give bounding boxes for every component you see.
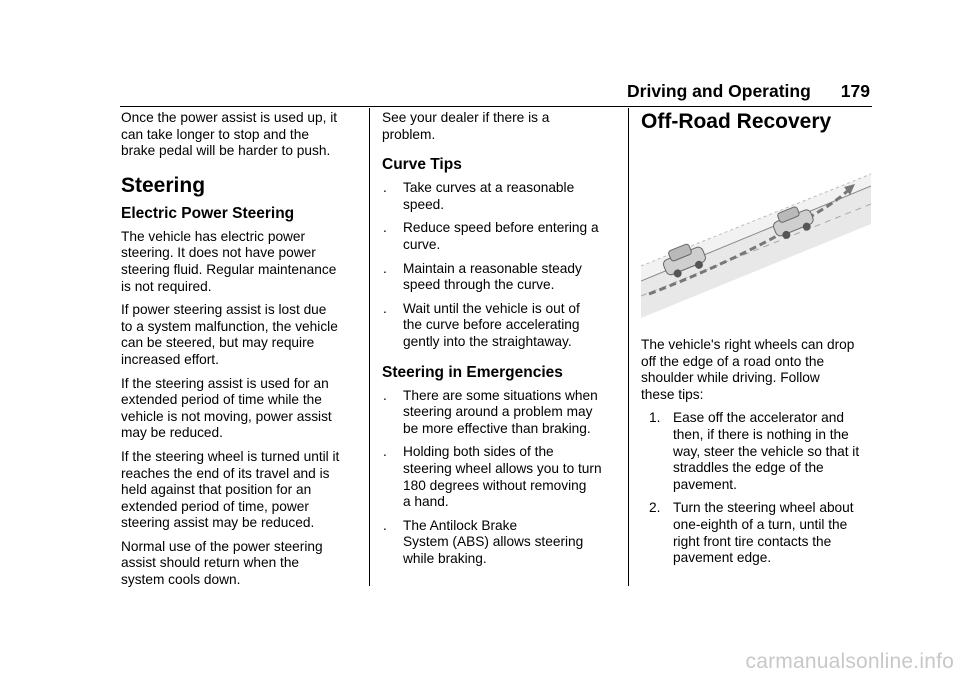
section-title: Driving and Operating <box>627 81 811 101</box>
right-column <box>641 110 876 574</box>
steering-heading: Steering <box>121 173 206 197</box>
list-item: . The Antilock Brake System (ABS) allows steering while braking. <box>383 517 584 566</box>
dealer-paragraph: See your dealer if there is a problem. <box>382 110 550 142</box>
list-item: 2. Turn the steering wheel about one-eighth of a turn, until the right front tire contacts the pavement edge. <box>649 500 854 566</box>
eps-paragraph-3: If the steering assist is used for an extended period of time while the vehicle is not moving, power assist may be reduced. <box>121 375 332 441</box>
eps-heading: Electric Power Steering <box>121 204 295 222</box>
left-column <box>121 110 361 596</box>
eps-paragraph-4: If the steering wheel is turned until it reaches the end of its travel and is held against that position for an extended period of time, power steering assist may be reduced. <box>121 448 340 531</box>
column-divider-left <box>369 108 370 586</box>
eps-paragraph-5: Normal use of the power steering assist should return when the system cools down. <box>121 538 323 588</box>
page-header <box>627 81 870 105</box>
off-road-intro: The vehicle's right wheels can drop off the edge of a road onto the shoulder while driving. Follow these tips: <box>641 337 855 402</box>
list-item: . Reduce speed before entering a curve. <box>383 220 599 252</box>
column-divider-right <box>628 108 629 586</box>
off-road-heading: Off-Road Recovery <box>641 110 832 133</box>
curve-tips-list <box>382 180 620 350</box>
list-item: . Holding both sides of the steering wheel allows you to turn 180 degrees without removing a hand. <box>383 444 602 510</box>
off-road-recovery-illustration <box>641 146 871 319</box>
curve-tips-heading: Curve Tips <box>382 156 462 174</box>
page-number: 179 <box>840 81 870 101</box>
emergencies-heading: Steering in Emergencies <box>382 363 563 381</box>
list-item: . Take curves at a reasonable speed. <box>383 180 575 212</box>
list-item: 1. Ease off the accelerator and then, if there is nothing in the way, steer the vehicle so that it straddles the edge of the pavement. <box>649 410 860 492</box>
header-rule <box>120 106 872 107</box>
eps-paragraph-2: If power steering assist is lost due to a system malfunction, the vehicle can be steered, but may require increased effort. <box>121 302 338 367</box>
emergencies-list <box>382 388 620 568</box>
off-road-steps <box>641 410 876 566</box>
list-item: . Wait until the vehicle is out of the curve before accelerating gently into the straightaway. <box>383 300 580 349</box>
list-item: . There are some situations when steering around a problem may be more effective than braking. <box>383 387 598 436</box>
eps-paragraph-1: The vehicle has electric power steering. It does not have power steering fluid. Regular maintenance is not required. <box>121 228 337 294</box>
off-road-recovery-icon <box>641 146 871 319</box>
intro-paragraph: Once the power assist is used up, it can take longer to stop and the brake pedal will be harder to push. <box>121 110 338 159</box>
list-item: . Maintain a reasonable steady speed through the curve. <box>383 260 582 293</box>
watermark: carmanualsonline.info <box>745 650 954 673</box>
middle-column <box>382 110 620 574</box>
